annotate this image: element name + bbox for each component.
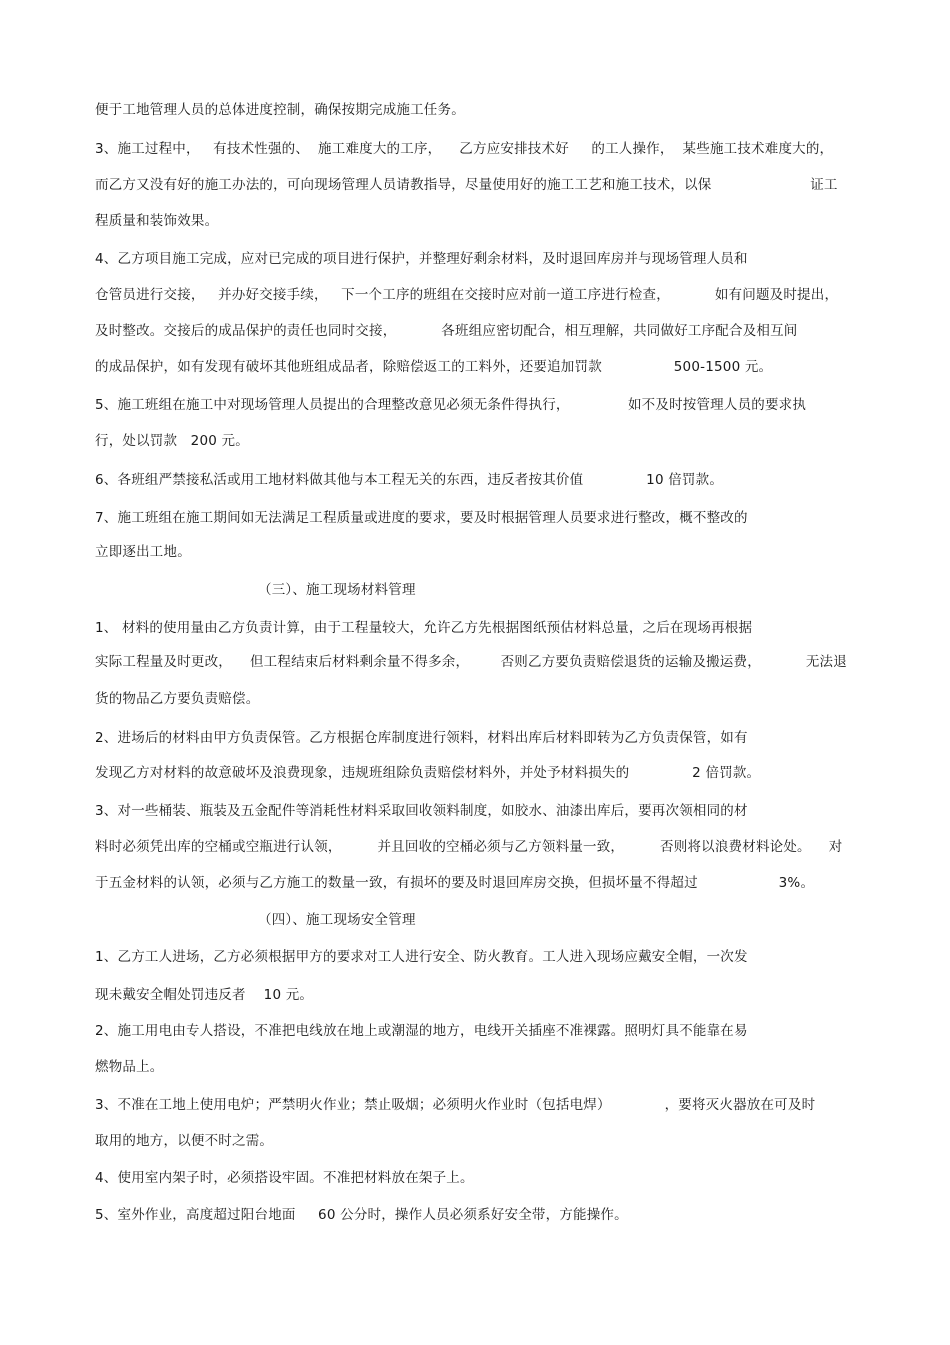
text-line: 2、进场后的材料由甲方负责保管。乙方根据仓库制度进行领料，材料出库后材料即转为乙方负责保管，如有 (95, 730, 748, 746)
text-line: 料时必须凭出库的空桶或空瓶进行认领， 并且回收的空桶必须与乙方领料量一致， 否则将以浪费材料论处。 对 (95, 839, 843, 855)
text-line: 行，处以罚款 200 元。 (95, 433, 249, 449)
text-line: 立即逐出工地。 (95, 544, 191, 560)
text-line: 于五金材料的认领，必须与乙方施工的数量一致，有损坏的要及时退回库房交换，但损坏量不得超过 3%。 (95, 875, 815, 891)
section-heading: （三）、施工现场材料管理 (258, 582, 416, 598)
section-heading: （四）、施工现场安全管理 (258, 912, 416, 928)
text-line: 程质量和装饰效果。 (95, 213, 219, 229)
text-line: 而乙方又没有好的施工办法的，可向现场管理人员请教指导，尽量使用好的施工工艺和施工技术，以保 证工 (95, 177, 838, 193)
text-line: 燃物品上。 (95, 1059, 164, 1075)
text-line: 便于工地管理人员的总体进度控制，确保按期完成施工任务。 (95, 102, 465, 118)
text-line: 3、不准在工地上使用电炉；严禁明火作业；禁止吸烟；必须明火作业时（包括电焊） ，要将灭火器放在可及时 (95, 1097, 816, 1113)
text-line: 4、使用室内架子时，必须搭设牢固。不准把材料放在架子上。 (95, 1170, 474, 1186)
text-line: 5、室外作业，高度超过阳台地面 60 公分时，操作人员必须系好安全带，方能操作。 (95, 1207, 628, 1223)
text-line: 的成品保护，如有发现有破坏其他班组成品者，除赔偿返工的工料外，还要追加罚款 500-1500 元。 (95, 359, 773, 375)
text-line: 5、施工班组在施工中对现场管理人员提出的合理整改意见必须无条件得执行， 如不及时按管理人员的要求执 (95, 397, 807, 413)
text-line: 3、对一些桶装、瓶装及五金配件等消耗性材料采取回收领料制度，如胶水、油漆出库后，要再次领相同的材 (95, 803, 748, 819)
text-line: 现未戴安全帽处罚违反者 10 元。 (95, 987, 314, 1003)
text-line: 取用的地方，以便不时之需。 (95, 1133, 274, 1149)
text-line: 及时整改。交接后的成品保护的责任也同时交接， 各班组应密切配合，相互理解，共同做好工序配合及相互间 (95, 323, 798, 339)
text-line: 实际工程量及时更改， 但工程结束后材料剩余量不得多余， 否则乙方要负责赔偿退货的运输及搬运费， 无法退 (95, 654, 847, 670)
text-line: 货的物品乙方要负责赔偿。 (95, 691, 260, 707)
text-line: 仓管员进行交接， 并办好交接手续， 下一个工序的班组在交接时应对前一道工序进行检查， 如有问题及时提出， (95, 287, 839, 303)
text-line: 1、 材料的使用量由乙方负责计算，由于工程量较大，允许乙方先根据图纸预估材料总量，之后在现场再根据 (95, 620, 753, 636)
text-line: 6、各班组严禁接私活或用工地材料做其他与本工程无关的东西，违反者按其价值 10 倍罚款。 (95, 472, 724, 488)
text-line: 7、施工班组在施工期间如无法满足工程质量或进度的要求，要及时根据管理人员要求进行整改，概不整改的 (95, 510, 748, 526)
text-line: 2、施工用电由专人搭设，不准把电线放在地上或潮湿的地方，电线开关插座不准裸露。照明灯具不能靠在易 (95, 1023, 748, 1039)
text-line: 1、乙方工人进场，乙方必须根据甲方的要求对工人进行安全、防火教育。工人进入现场应戴安全帽，一次发 (95, 949, 748, 965)
text-line: 4、乙方项目施工完成，应对已完成的项目进行保护，并整理好剩余材料，及时退回库房并与现场管理人员和 (95, 251, 748, 267)
text-line: 发现乙方对材料的故意破坏及浪费现象，违规班组除负责赔偿材料外，并处予材料损失的 2 倍罚款。 (95, 765, 761, 781)
text-line: 3、施工过程中， 有技术性强的、 施工难度大的工序， 乙方应安排技术好 的工人操作， 某些施工技术难度大的， (95, 141, 834, 157)
